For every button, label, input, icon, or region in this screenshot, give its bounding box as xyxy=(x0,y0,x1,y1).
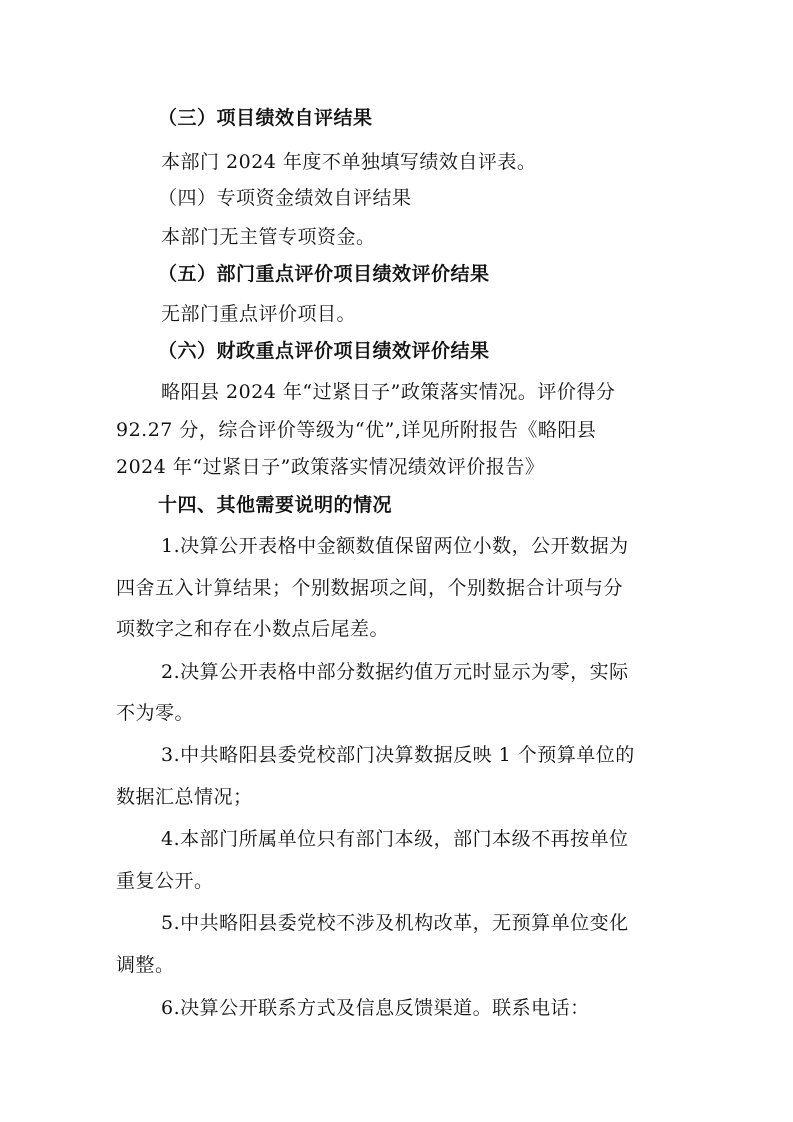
section-6-heading: （六）财政重点评价项目绩效评价结果 xyxy=(158,340,490,362)
section-6-body-line: 92.27 分，综合评价等级为“优”,详见所附报告《略阳县 xyxy=(116,419,597,441)
section-4-heading: （四）专项资金绩效自评结果 xyxy=(158,187,412,209)
list-item-line: 3.中共略阳县委党校部门决算数据反映 1 个预算单位的 xyxy=(161,744,635,766)
list-item-line: 调整。 xyxy=(116,954,175,976)
section-14-heading: 十四、其他需要说明的情况 xyxy=(158,494,393,516)
list-item-line: 四舍五入计算结果；个别数据项之间，个别数据合计项与分 xyxy=(116,577,624,599)
list-item-line: 1.决算公开表格中金额数值保留两位小数，公开数据为 xyxy=(161,535,629,557)
section-5-heading: （五）部门重点评价项目绩效评价结果 xyxy=(158,263,490,285)
list-item-line: 数据汇总情况； xyxy=(116,786,253,808)
list-item-line: 6.决算公开联系方式及信息反馈渠道。联系电话： xyxy=(161,997,590,1019)
section-6-body-line: 2024 年“过紧日子”政策落实情况绩效评价报告》 xyxy=(116,456,545,478)
section-4-body: 本部门无主管专项资金。 xyxy=(161,226,376,248)
list-item-line: 项数字之和存在小数点后尾差。 xyxy=(116,618,390,640)
section-3-body: 本部门 2024 年度不单独填写绩效自评表。 xyxy=(161,151,537,173)
list-item-line: 5.中共略阳县委党校不涉及机构改革，无预算单位变化 xyxy=(161,912,629,934)
list-item-line: 4.本部门所属单位只有部门本级，部门本级不再按单位 xyxy=(161,828,629,850)
section-3-heading: （三）项目绩效自评结果 xyxy=(158,107,373,129)
list-item-line: 不为零。 xyxy=(116,702,195,724)
section-5-body: 无部门重点评价项目。 xyxy=(161,303,357,325)
list-item-line: 2.决算公开表格中部分数据约值万元时显示为零，实际 xyxy=(161,661,629,683)
section-6-body-line: 略阳县 2024 年“过紧日子”政策落实情况。评价得分 xyxy=(161,381,616,403)
list-item-line: 重复公开。 xyxy=(116,870,214,892)
